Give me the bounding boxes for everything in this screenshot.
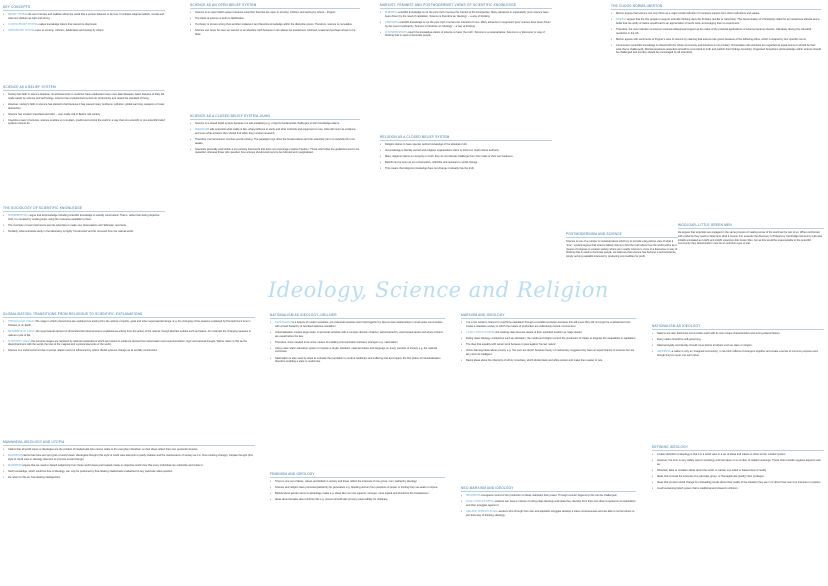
bullet-text: Society has faith in science because: its achievements in medicine have eradicated many once fatal diseases; basic features of daily life made easier by science and technology; science has revolutionised economic productivity and raised the standard of living.: [8, 93, 165, 100]
section-science-belief-system: [3, 86, 165, 129]
bullet-point: [3, 330, 255, 337]
bullet-point: [380, 167, 552, 171]
bullet-text: –open to scrutiny, criticism, falsification and testing by others.: [33, 28, 105, 32]
section-sociology-scientific-knowledge: [3, 207, 165, 236]
bullet-text: Its knowledge is literally sacred and religious organisations claim to hold it on God's divine authority.: [385, 149, 500, 153]
key-term: OPEN BELIEF SYSTEM: [8, 28, 34, 32]
paragraph: Science is one of a number of metanarratives which try to provide a big picture view of what it "true". Lyotard argues that science falsely claims to find the truth about how the world works as a means of progress to a better society where as in reality science is more of a discourse or way of thinking that is used to dominate people. He believes that science has become a technoscience; simply serving capitalist interests by producing commodities for profit.: [566, 240, 678, 258]
bullet-text: argue that all knowledge including scientific knowledge is socially constructed. That is, rather than being objective truth, it is created by social groups using the resources available to them.: [8, 214, 160, 221]
bullet-text: Science can never be seen as 'sacred' or an absolute truth because it can always be questioned, criticised, tested and perhaps shown to be false.: [195, 29, 356, 37]
bullet-text: Science is a social construct due to power relation and it is influenced by others. Belief systems change as its socially constructed.: [8, 349, 158, 353]
bullet-point: [270, 357, 445, 364]
section-heading: WOOLGAR–LITTLE GREEN MEN: [678, 224, 824, 229]
bullet-text: Merton argues that science can only thrive as a major social institution if it receives support from other institutions and values.: [616, 12, 760, 16]
bullet-text: is a feature of modern societies; pre-industrial societies were held together by face-to-face relationships in small scale communities with a fixed hierarchy of ascribed statuses–feudalism.: [275, 321, 443, 328]
section-postmodernism: [566, 233, 678, 261]
bullet-point: [3, 464, 255, 468]
bullet-text: –the working class become aware of their exploited position as 'wage slaves'.: [494, 330, 583, 334]
bullet-text: However, society's faith in science has started to fail because it has caused many problems: pollution, global warming; weapons of mass destruction.: [8, 102, 165, 110]
bullet-text: –the set of stories and realities about the world that a person believes to be true. It includes religious beliefs, morals and what one defines as right and wrong.: [8, 13, 164, 20]
bullet-point: [611, 12, 821, 16]
bullet-text: This means that religious knowledge does not change–it already has the truth.: [385, 167, 475, 171]
bullet-text: Science has created 'manufactured risks' – man-made risk to Beck's risk society.: [8, 112, 101, 116]
bullet-point: [652, 487, 824, 491]
bullet-point: [461, 321, 636, 328]
bullet-point: [190, 17, 360, 21]
bullet-text: –the previous stages are replaced by rational explanations which are based on evidence derived from observation and experimentation, logic and rational thought. Weber refers to this as the disenchantment with the world–the loss of the magical and mystical elements of the world.: [8, 339, 248, 347]
section-heading: SCIENCE AS AN OPEN BELIEF SYSTEM: [190, 4, 360, 9]
bullet-point: [190, 138, 360, 145]
bullet-text: tells scientists what reality is like, what problems to study and what methods and equipment to use, what will count as evidence, and even what answers they should find when they conduct research.: [195, 128, 357, 135]
bullet-point: [3, 214, 165, 221]
key-term: NATIONALISM: [275, 321, 292, 325]
bullet-text: Therefore 'normal science' involves puzzle solving. The paradigm lays down the broad outlines and the scientists' job is to carefully fill in the details.: [195, 137, 356, 145]
bullet-point: [3, 230, 165, 234]
bullet-point: [3, 103, 165, 110]
bullet-text: If a theory is proven wrong then another replaces it and therefore knowledge within the discipline grows. Therefore, science is cumulative.: [195, 23, 353, 27]
section-heading: GLOBALISATION: TRANSITIONS FROM RELIGIOUS TO SCIENTIFIC EXPLANATIONS: [3, 313, 255, 318]
bullet-text: –The stage in which phenomena are explained as arising from the actions of spirits, gods and other supernatural beings. E.g. the changing of the seasons explained by Persephone's time in Tartarus or on Earth.: [8, 320, 251, 327]
section-science-closed: [190, 115, 360, 158]
bullet-text: –bourgeois control of the production of ideas maintains their power. Through counter hegemony this can be challenged.: [480, 494, 618, 498]
section-heading: THE SOCIOLOGY OF SCIENTIFIC KNOWLEDGE: [3, 207, 165, 212]
bullet-text: –reject the knowledge-claims of science to have 'the truth'. Science is a metanarrative. Science is a 'discourse' or way of thinking that is used to dominate people.: [385, 30, 545, 38]
bullet-text: argues that the first people to support scientific thinking were the Puritans (similar to Calvinists). This denomination of Christianity called for an industrious attitude and a belief that the study of nature would lead to an appreciation of God's work–encouraging them to experiment.: [616, 18, 820, 25]
bullet-point: [270, 331, 445, 338]
bullet-point: [380, 143, 552, 147]
bullet-point: [652, 344, 824, 348]
paragraph: He argues that scientists are engaged in the same process of making sense of the world as the rest of us. When confronted with evidence they need to determine what it means. For example the discovery of Pulsars by Cambridge Astronomy Lab was initially annotated as LGM1 and LGM2 meaning Little Green Men, but as this would be unacceptable to the scientific community they determined it must be an unknown type of star.: [678, 231, 823, 246]
bullet-point: [3, 113, 165, 117]
key-term: PARADIGMS: [195, 128, 210, 132]
bullet-point: [461, 494, 636, 498]
bullet-point: [380, 149, 552, 153]
key-term: ORGANIC INTELLECTUALS: [466, 509, 498, 513]
key-term: CLOSED BELIEF SYSTEM: [8, 22, 37, 26]
bullet-point: [190, 148, 360, 155]
key-term: POSTMODERNISTS: [385, 30, 407, 34]
bullet-text: –makes knowledge claims that cannot be disproved.: [36, 22, 98, 26]
bullet-point: [3, 476, 255, 480]
bullet-text: There is one set of ideas, values and beliefs in society and these reflect the interests of one group: men 'patriarchy ideology'.: [275, 480, 418, 484]
bullet-point: [3, 93, 165, 100]
section-woolgar: [678, 224, 824, 248]
bullet-point: [380, 21, 552, 28]
section-heading: KEY CONCEPTS: [3, 6, 165, 11]
bullet-point: [611, 44, 821, 55]
bullet-text: –scientific knowledge is not the pure truth it serves the interest of the bourgeoisie. Many advances in supposedly 'pure' science have been driven by the need of capitalism. Science is therefore an 'ideology' – a way of thinking.: [385, 11, 549, 18]
bullet-text: The basis of science is built on falsification.: [195, 17, 245, 21]
bullet-text: Nationalism is also used by elites to motivate the population to endure hardships and suffering that accompany the first phase of industrialisation therefore enabling a state to modernise.: [275, 356, 441, 364]
bullet-text: –workers who through their own anti-capitalist struggles develop a class consciousness and are able to recruit others to join their way of thinking–ideology.: [466, 509, 635, 517]
section-heading: FEMINISM AND IDEOLOGY: [270, 473, 445, 478]
bullet-point: [190, 11, 360, 15]
section-heading: NATIONALISM AS IDEOLOGY–GELLNER: [270, 314, 445, 319]
section-defining-ideology: [652, 446, 824, 493]
bullet-point: [461, 337, 636, 341]
section-key-concepts: [3, 6, 165, 35]
bullet-text: Claims that all world views or ideologies are the product of intellectuals who cannot relate to the everyday individual, so their ideas reflect their own personal interests.: [8, 448, 199, 452]
bullet-point: [3, 320, 255, 327]
bullet-text: Merton agrees with sentiments of Popper's view of science by claiming that science has grown because of the following ethos, which is shaped by four specific norms.: [616, 37, 807, 41]
bullet-text: Therefore, there needed to be some means of enabling communication between strangers e.g. nationalism.: [275, 340, 399, 344]
key-term: MERTON: [616, 18, 627, 22]
bullet-text: Beliefs about gender serve to advantage males e.g. ideas like men are superior, stronger, more logical and should be the breadwinner.: [275, 492, 430, 496]
bullet-text: National loyalty and identity should come before all others such as class or religion.: [657, 344, 753, 348]
bullet-text: Similarly, what scientists study in the laboratory is highly 'constructed' and far removed from the natural world.: [8, 229, 134, 233]
section-nationalism-gellner: [270, 314, 445, 366]
bullet-text: Science is a closed belief system because it is self-sustaining e.g. it rejects fundamental challenges to their knowledge-claims.: [195, 122, 340, 126]
bullet-point: [380, 11, 552, 18]
bullet-text: Nations are real, distinctive communities each with its own unique characteristics and a long-shared history.: [657, 332, 781, 336]
bullet-point: [652, 481, 824, 485]
key-term: HEGEMONY: [466, 494, 481, 498]
section-marxist-feminist: [380, 4, 552, 40]
key-term: MANNHEIM: [8, 463, 22, 467]
bullet-point: [611, 38, 821, 42]
section-heading: DEFINING IDEOLOGY: [652, 446, 824, 451]
key-term: BELIEF SYSTEM: [8, 13, 27, 17]
key-term: CLASS CONSCIOUSNESS: [466, 330, 495, 334]
section-heading: SCIENCE AS A CLOSED BELIEF SYSTEM–KUHN: [190, 115, 360, 120]
bullet-text: Scientists generally work within a pre-existing framework that does not encourage creative freedom. Those who follow the guidelines tend to be rewarded, whereas those who question how science should work tend to be ridiculed and marginalised.: [195, 147, 360, 155]
bullet-point: [270, 492, 445, 496]
section-heading: THE CUDOS NORMS–MERTON: [611, 5, 821, 10]
bullet-point: [270, 347, 445, 354]
bullet-text: –the supernatural element is diminished and phenomena is explained as arising from the action of the natural, though abstract entities such as Nature. For example the changing seasons is natures cycle of life.: [8, 329, 251, 337]
bullet-point: [190, 122, 360, 126]
bullet-text: Distorted, false or mistaken ideas about the world, or partial, one-sided or biased view of reality.: [657, 468, 767, 472]
bullet-point: [190, 128, 360, 135]
section-religion-closed: [380, 136, 552, 174]
bullet-point: [652, 453, 824, 457]
bullet-text: Therefore, the new institution of science received widespread support as the value of the practical applications of science became obvious. Ultimately driving the industrial revolution in the UK.: [616, 27, 812, 35]
bullet-text: –workers can have a mixture of ruling-class ideology and ideas they develop from their own direct experience of exploitation and their struggles against it.: [466, 500, 636, 507]
bullet-point: [380, 155, 552, 159]
bullet-point: [3, 29, 165, 33]
bullet-point: [3, 349, 255, 353]
section-feminism-ideology: [270, 473, 445, 504]
bullet-text: Many religions claims a monopoly on truth, they do not tolerate challenge from their rivals or their own believers.: [385, 155, 514, 159]
key-term: METAPHYSICAL STAGE: [8, 329, 35, 333]
section-cudos: [611, 5, 821, 57]
bullet-text: Victim blaming ideas about poverty e.g. 'the poor are dumb' because theory of meritocracy suggests they have an equal chance of success but are lazy and not intelligent.: [466, 349, 635, 356]
section-nationalism-ideology: [652, 325, 824, 360]
bullet-point: [270, 498, 445, 502]
bullet-point: [652, 459, 824, 466]
bullet-text: Ideas that prevent social change by misleading people about their reality of the situation they are in or about their own true interests or position.: [657, 481, 822, 485]
bullet-text: A self-sustaining belief system that is traditional and closed to criticism.: [657, 487, 739, 491]
section-science-open: [190, 4, 360, 39]
bullet-point: [270, 486, 445, 490]
bullet-text: claims that there are two types of world views: ideological thought (this style of world view attempts to justify tradition and the maintenance of society as it is, thus resisting change); Utopian thought (this style of world view or ideology attempts to promote social change).: [8, 454, 253, 461]
bullet-text: It is in the worker's interest to overthrow capitalism through a socialist revolution because this will mean they will no longer be exploited and can create a classless society in which the means of production are collectively owned–communism.: [466, 321, 631, 328]
bullet-point: [461, 349, 636, 356]
bullet-point: [270, 321, 445, 328]
bullet-point: [3, 23, 165, 27]
bullet-text: Science and religion have promoted patriarchy for generation e.g. blocking women from positions of power or limiting them as weak or impure.: [275, 486, 439, 490]
bullet-point: [3, 119, 165, 126]
bullet-text: argues that we need to detach subjectivity from these world views and instead create an objective world view that every individual can subscribe and relate to.: [21, 463, 204, 467]
bullet-text: He refers to this as 'free-floating intelligentsia'.: [8, 476, 61, 480]
section-heading: RELIGION AS A CLOSED BELIEF SYSTEM: [380, 136, 552, 141]
bullet-text: Using mass 'state' education system to impose a single, standard, national culture and language on every member of society e.g. the national curriculum.: [275, 346, 438, 354]
bullet-point: [3, 448, 255, 452]
key-term: SCIENTIFIC STAGE: [8, 339, 30, 343]
key-term: INTERPRETIVISTS: [8, 214, 29, 218]
key-term: ANDERSON: [657, 350, 671, 354]
key-term: THEOLOGICAL STAGE: [8, 320, 34, 324]
bullet-text: However, the term is very widely used in sociology and has taken on a number of related meanings. These often include negative aspects such as:: [657, 459, 822, 466]
bullet-text: Ideas that conceal the interests of a particular group, or that legitimate (justify) their privileges.: [657, 475, 765, 479]
bullet-point: [270, 341, 445, 345]
bullet-point: [611, 18, 821, 25]
key-term: MARXISTS: [385, 11, 397, 15]
section-heading: NEO-MARXISM AND IDEOLOGY: [461, 487, 636, 492]
bullet-text: Communism (scientific knowledge is shared with the whole community and therefore is not private); Universalism (all scientists are regarded as equal and so it should be their work that is challenged); Disinterestedness (scientists should be committed to truth and publish their findings honestly); Organised Scepticism (all knowledge within science should be challenged and scrutiny should be encouraged by all scientists).: [616, 43, 821, 55]
bullet-point: [652, 338, 824, 342]
bullet-point: [461, 331, 636, 335]
bullet-point: [461, 510, 636, 517]
bullet-text: –scientific knowledge is not the pure truth it serves the interests of men. Many advances in supposed 'pure' science have been driven by the need of patriarchy. Science is therefore an 'ideology' – a way of thinking.: [385, 20, 551, 28]
bullet-point: [611, 28, 821, 35]
bullet-point: [461, 359, 636, 363]
bullet-point: [380, 31, 552, 38]
bullet-text: The invention of new instruments permits scientists to make new observations and 'fabricate' new facts.: [8, 223, 127, 227]
bullet-point: [190, 29, 360, 36]
bullet-point: [3, 13, 165, 20]
section-heading: NATIONALISM AS IDEOLOGY: [652, 325, 824, 330]
section-heading: MARXIST, FEMINIST AND POSTMODERNIST VIEWS OF SCIENTIFIC KNOWLEDGE: [380, 4, 552, 9]
section-heading: POSTMODERNISM AND SCIENCE: [566, 233, 678, 238]
bullet-point: [652, 350, 824, 357]
section-neomarxism: [461, 487, 636, 520]
bullet-point: [3, 340, 255, 347]
bullet-text: Science is an open belief system because scientists' theories are open to scrutiny, criticism and testing by others – Popper.: [195, 11, 336, 15]
section-heading: SCIENCE AS A BELIEF SYSTEM: [3, 86, 165, 91]
bullet-point: [270, 480, 445, 484]
bullet-point: [190, 23, 360, 27]
bullet-point: [461, 343, 636, 347]
section-transitions: [3, 313, 255, 356]
section-heading: MANNHEIM–IDEOLOGY AND UTOPIA: [3, 441, 255, 446]
bullet-point: [652, 332, 824, 336]
bullet-point: [3, 470, 255, 474]
bullet-text: Cognitive power of science: science enables us to explain, predict and control the world in a way that non-scientific or pre-scientific belief systems cannot do.: [8, 118, 165, 126]
key-term: FEMINISTS: [385, 20, 398, 24]
page-title: Ideology, Science and Religion: [268, 278, 609, 302]
bullet-text: The idea that equality with owner work because it goes against 'human nature'.: [466, 343, 557, 347]
bullet-point: [380, 161, 552, 165]
bullet-text: –a nation is only an 'imagined community', it can bind millions of strangers together and create a sense of common purpose even though they've never met each other.: [657, 350, 819, 358]
key-term: MANNHEIM: [8, 454, 22, 458]
bullet-text: Every nation should be self-governing.: [657, 338, 702, 342]
section-mannheim: [3, 441, 255, 482]
bullet-text: Religion claims to have special, perfect knowledge of the absolute truth.: [385, 143, 468, 147]
bullet-text: Ruling class ideology–institutions such as education, the media and religion control the production of 'ideas' to disguise the inequalities in capitalism.: [466, 336, 636, 340]
bullet-text: Ideas about females also reinforce this e.g. women should take primary responsibility for childcare.: [275, 498, 389, 502]
bullet-text: Such knowledge, which would be free of ideology, can only be produced by free-floating intellectuals unattached to any particular value position.: [8, 470, 173, 474]
bullet-point: [652, 475, 824, 479]
bullet-text: Industrialisation creates large-scale, impersonal societies with a complex division of labour, administered by vast bureaucracies and where citizens are equal before the law.: [275, 330, 443, 338]
bullet-text: Beliefs can be seen as too conservative, inflexible and resistant to social change.: [385, 161, 478, 165]
key-term: DUAL CONSCIOUSNESS: [466, 500, 494, 504]
bullet-point: [652, 469, 824, 473]
section-heading: MARXISM AND IDEOLOGY: [461, 314, 636, 319]
bullet-point: [3, 454, 255, 461]
bullet-point: [3, 224, 165, 228]
bullet-text: Racist ideas about the inferiority of ethnic minorities, which divide black and white worker and make them easier to rule.: [466, 358, 603, 362]
bullet-text: A basic definition of ideology is that it is a world view or a set of ideas and values to other words; a belief system.: [657, 453, 787, 457]
bullet-point: [461, 500, 636, 507]
section-marxism-ideology: [461, 314, 636, 365]
